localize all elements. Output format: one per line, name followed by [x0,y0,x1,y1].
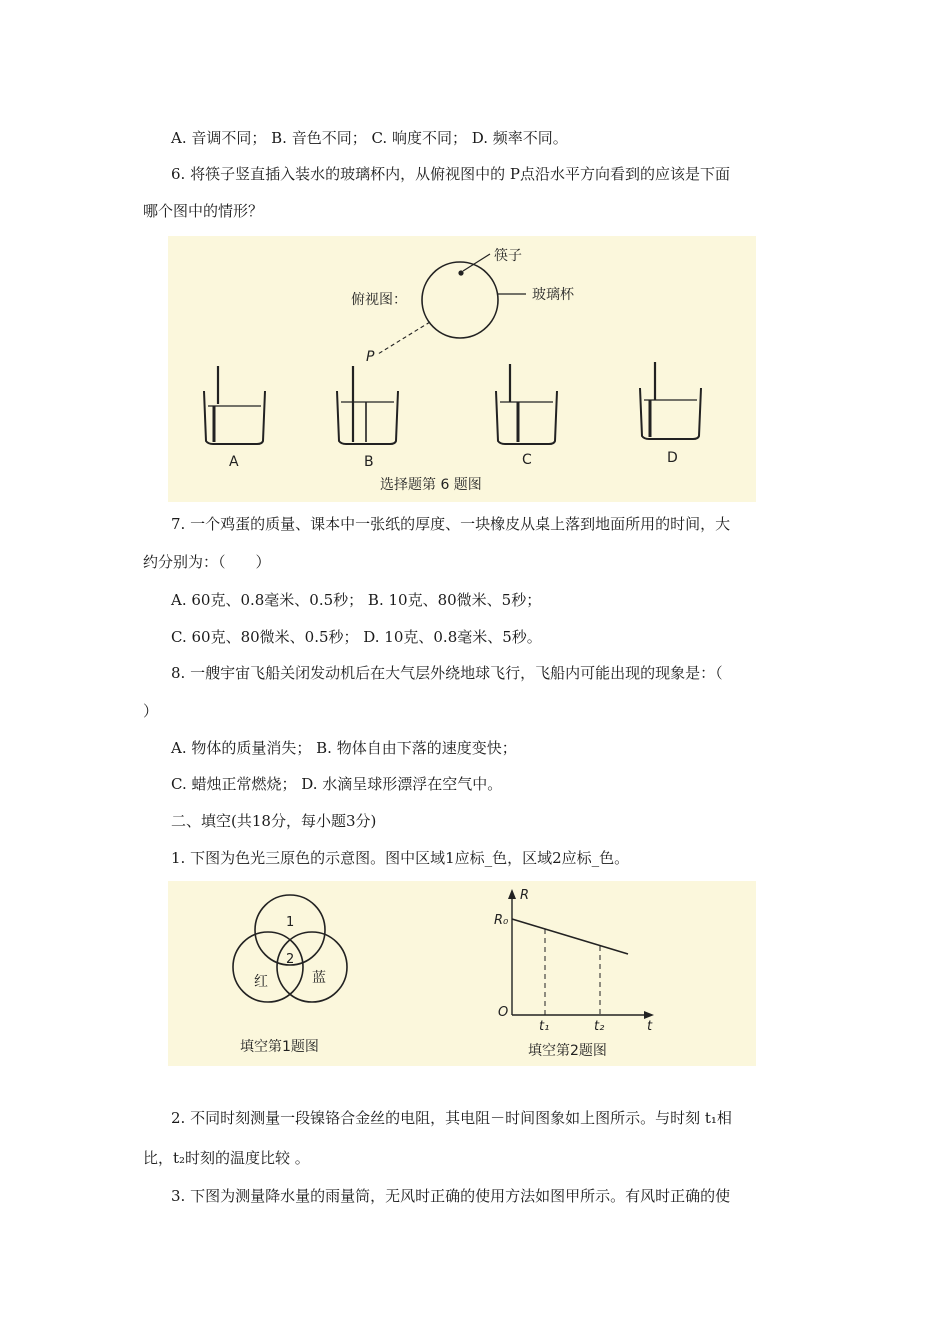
option-a-label: A [229,454,239,470]
q8-line-1: 8. 一艘宇宙飞船关闭发动机后在大气层外绕地球飞行，飞船内可能出现的现象是：（ [171,664,723,682]
q7-options-cd: C. 60克、80微米、0.5秒； D. 10克、0.8毫米、5秒。 [171,628,542,646]
r0-label: R₀ [494,913,509,928]
q5-options: A. 音调不同； B. 音色不同； C. 响度不同； D. 频率不同。 [171,129,568,147]
option-d-label: D [667,450,678,466]
fill-1-line: 1. 下图为色光三原色的示意图。图中区域1应标_色，区域2应标_色。 [171,849,630,867]
region-1-label: 1 [286,915,295,930]
x-axis-arrow [644,1011,654,1019]
resistance-line [512,919,628,954]
sight-line [378,322,430,354]
figure-fill-1-2 [168,881,756,1066]
q7-options-ab: A. 60克、0.8毫米、0.5秒； B. 10克、80微米、5秒； [171,591,542,609]
figure-q6-caption: 选择题第 6 题图 [380,477,482,493]
x-axis-label: t [647,1019,653,1034]
y-axis-label: R [520,888,530,903]
t2-label: t₂ [594,1019,605,1034]
resistance-time-graph [508,889,654,1019]
fill-3-line-1: 3. 下图为测量降水量的雨量筒，无风时正确的使用方法如图甲所示。有风时正确的使 [171,1187,731,1205]
y-axis-arrow [508,889,516,899]
t1-label: t₁ [539,1019,550,1034]
chopstick-dot [458,270,463,275]
option-d-glass [640,362,701,439]
figure-q6 [168,236,756,502]
q8-line-2: ） [143,702,159,720]
region-2-label: 2 [286,952,295,967]
point-p-label: P [366,349,375,365]
fill-2-line-1: 2. 不同时刻测量一段镍铬合金丝的电阻，其电阻－时间图象如上图所示。与时刻 t₁相 [171,1109,732,1127]
option-b-glass [337,366,398,444]
q6-line-2: 哪个图中的情形？ [143,202,264,220]
option-a-glass [204,366,265,444]
blue-label: 蓝 [312,970,326,986]
q8-options-cd: C. 蜡烛正常燃烧； D. 水滴呈球形漂浮在空气中。 [171,775,503,793]
chopstick-label: 筷子 [494,248,522,264]
q7-line-1: 7. 一个鸡蛋的质量、课本中一张纸的厚度、一块橡皮从桌上落到地面所用的时间，大 [171,515,731,533]
q6-line-1: 6. 将筷子竖直插入装水的玻璃杯内，从俯视图中的 P点沿水平方向看到的应该是下面 [171,165,730,183]
top-view-label: 俯视图： [351,292,407,308]
red-label: 红 [254,974,268,990]
section-2-heading: 二、填空(共18分，每小题3分) [171,812,377,830]
origin-label: O [498,1005,509,1020]
figure-fill-1-caption: 填空第1题图 [240,1039,319,1055]
q8-options-ab: A. 物体的质量消失； B. 物体自由下落的速度变快； [171,739,517,757]
q7-line-2: 约分别为：（ ） [143,553,271,571]
option-c-label: C [522,452,532,468]
color-circles [233,895,347,1002]
option-b-label: B [364,454,374,470]
figure-fill-2-caption: 填空第2题图 [528,1043,607,1059]
fill-2-line-2: 比，t₂时刻的温度比较 。 [143,1149,310,1167]
glass-label: 玻璃杯 [532,287,574,303]
option-c-glass [496,364,557,444]
